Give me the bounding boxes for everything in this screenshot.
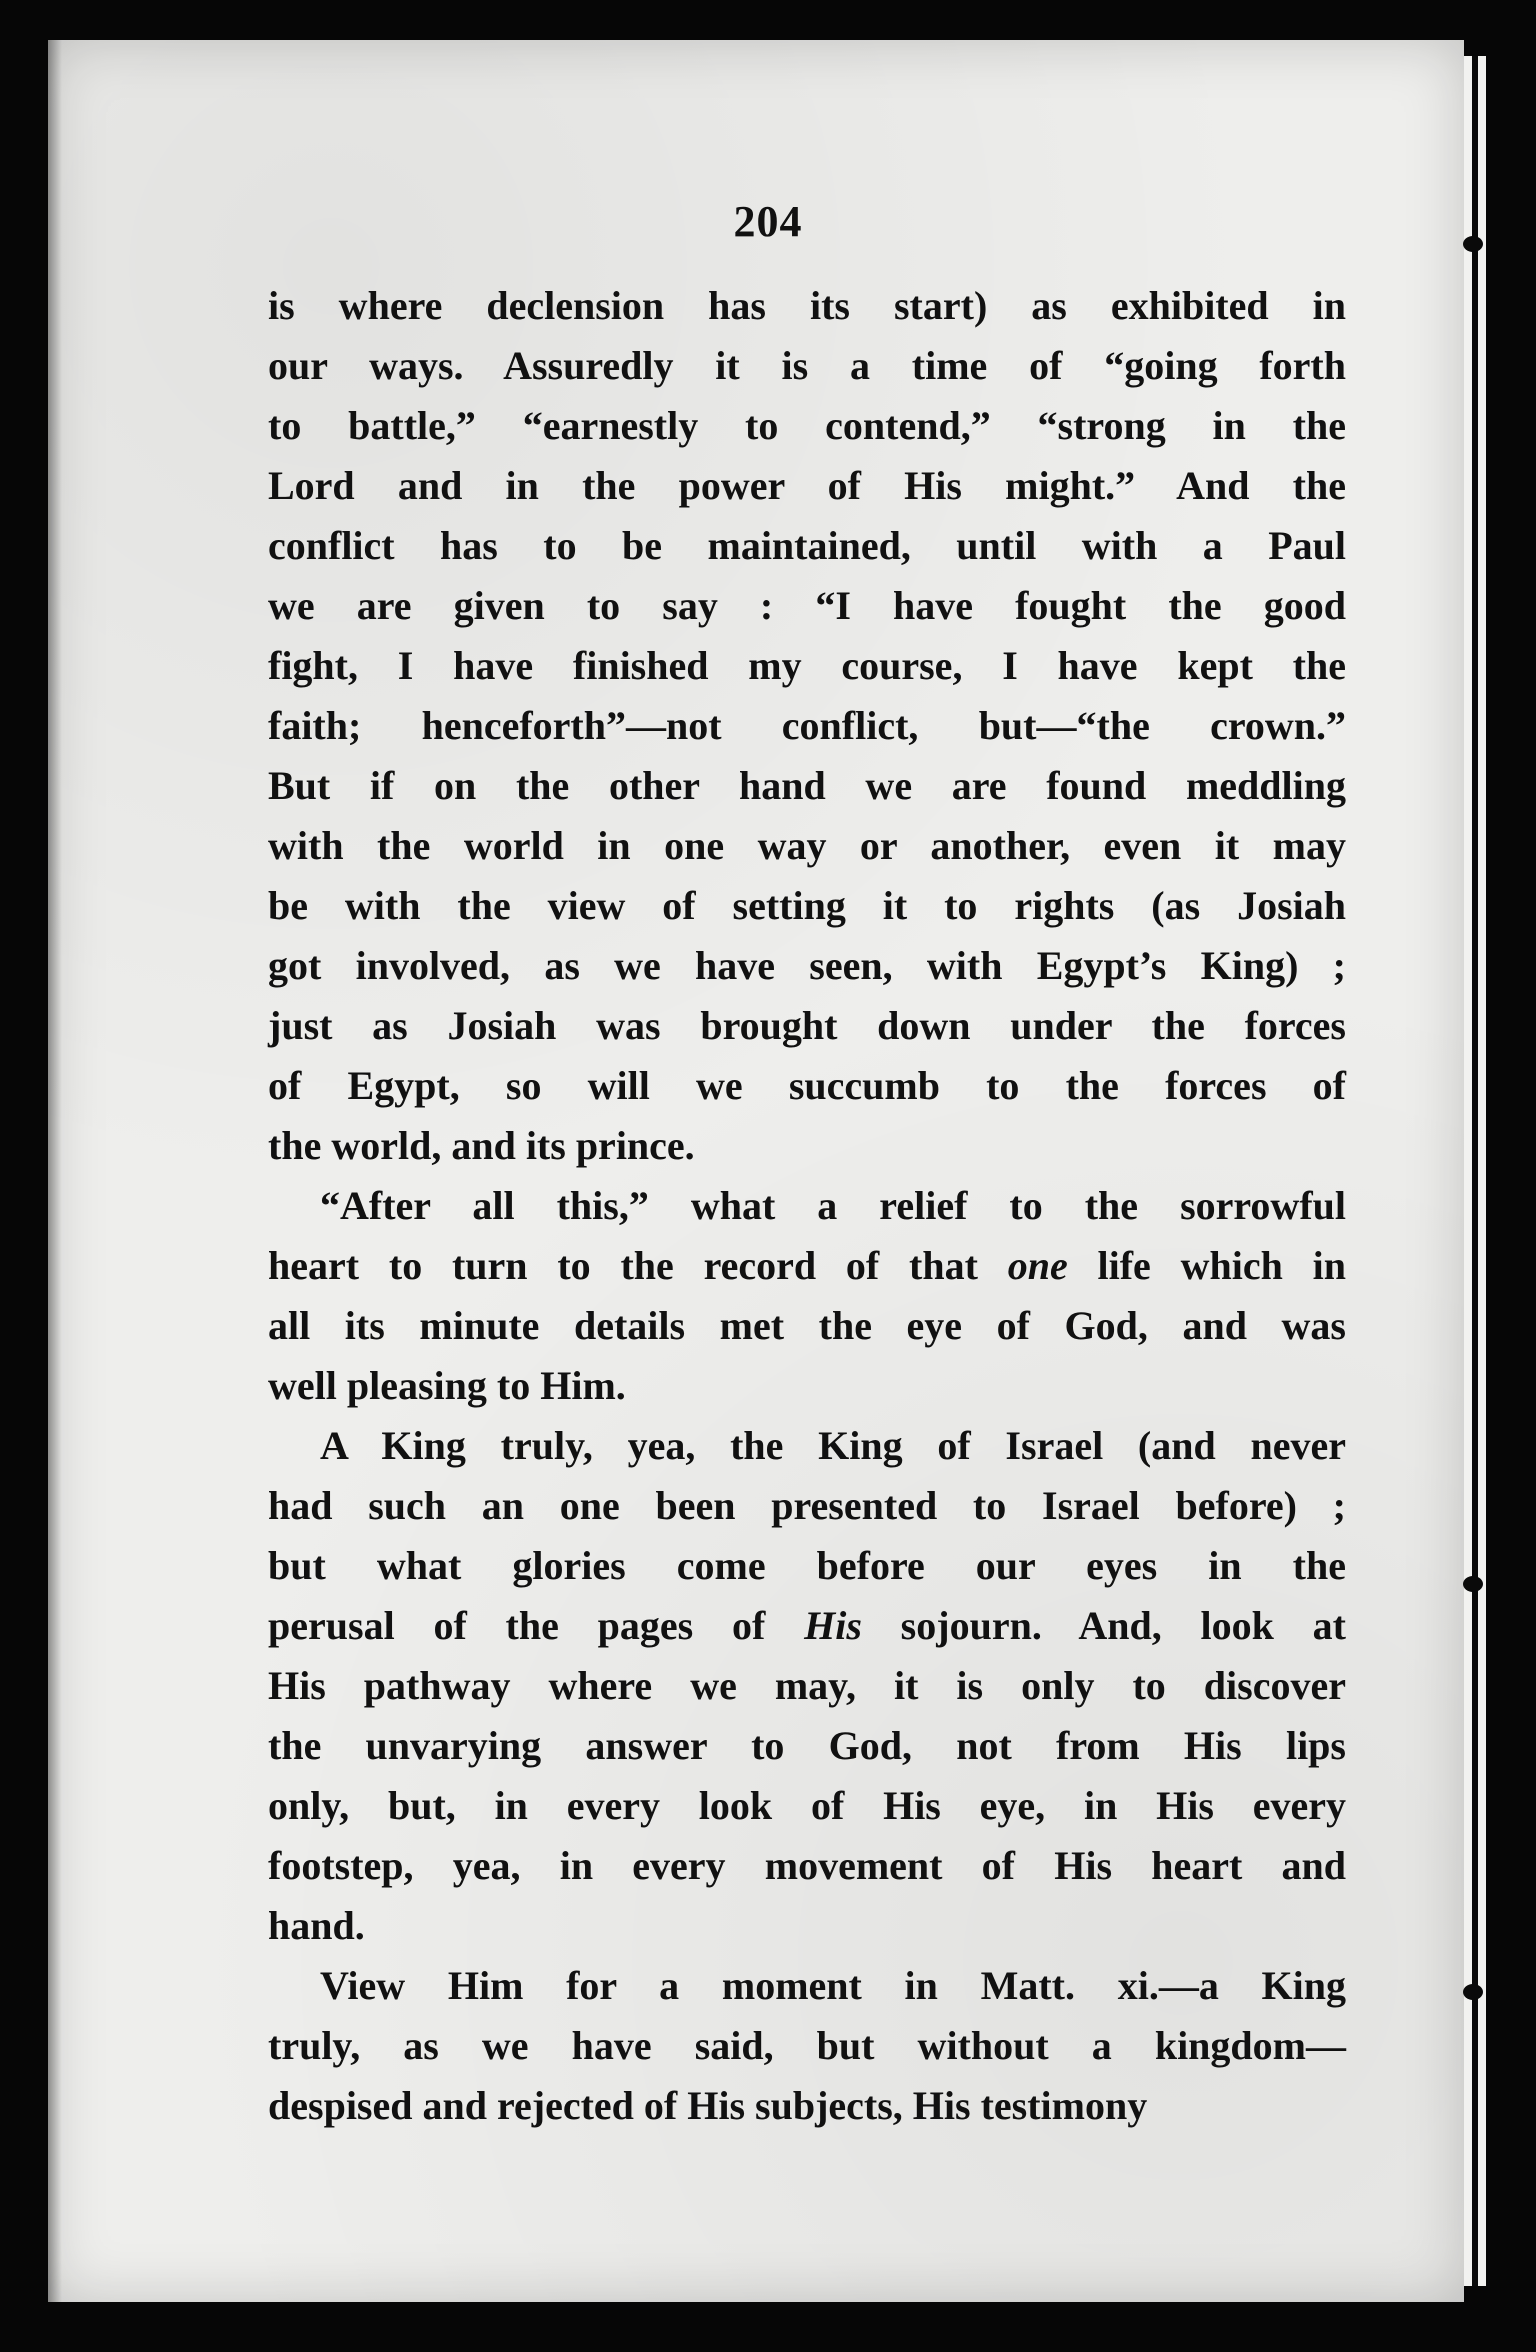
text-line: footstep, yea, in every movement of His heart and [268,1843,1346,1888]
text-line: Lord and in the power of His might.” And the [268,463,1346,508]
text-line: despised and rejected of His subjects, His testimony [268,2083,1148,2128]
text-line: only, but, in every look of His eye, in His every [268,1783,1346,1828]
text-line: is where declension has its start) as exhibited in [268,283,1346,328]
text-line: But if on the other hand we are found meddling [268,763,1346,808]
binding-mark [1463,236,1483,252]
paragraph [268,1176,1346,1416]
paragraph [268,1956,1346,2136]
text-line: hand. [268,1903,365,1948]
text-line: View Him for a moment in Matt. xi.—a King [320,1963,1346,2008]
text-line: perusal of the pages of His sojourn. And, look at [268,1603,1347,1648]
page-number: 204 [733,197,803,246]
text-line: be with the view of setting it to rights (as Josiah [268,883,1346,928]
binding-line [1472,56,1478,2286]
binding-mark [1463,1576,1483,1592]
text-line: fight, I have finished my course, I have kept the [268,643,1346,688]
text-line: A King truly, yea, the King of Israel (and never [320,1423,1346,1468]
text-line: conflict has to be maintained, until with a Paul [268,523,1346,568]
text-line: to battle,” “earnestly to contend,” “strong in the [268,403,1346,448]
text-line: the world, and its prince. [268,1123,695,1168]
body-text [268,276,1346,2136]
paragraph [268,276,1346,1176]
text-line: the unvarying answer to God, not from His lips [268,1723,1346,1768]
text-line: all its minute details met the eye of God, and was [268,1303,1346,1348]
binding-mark [1463,1984,1483,2000]
text-line: but what glories come before our eyes in the [268,1543,1346,1588]
text-line: of Egypt, so will we succumb to the forces of [268,1063,1346,1108]
text-line: “After all this,” what a relief to the sorrowful [320,1183,1346,1228]
text-line: heart to turn to the record of that one life which in [268,1243,1346,1288]
text-line: our ways. Assuredly it is a time of “going forth [268,343,1346,388]
text-line: well pleasing to Him. [268,1363,626,1408]
text-line: just as Josiah was brought down under the forces [268,1003,1346,1048]
text-line: faith; henceforth”—not conflict, but—“the crown.” [268,703,1346,748]
text-line: got involved, as we have seen, with Egypt’s King) ; [268,943,1346,988]
paragraph [268,1416,1346,1956]
text-line: His pathway where we may, it is only to discover [268,1663,1346,1708]
text-line: we are given to say : “I have fought the good [268,583,1346,628]
text-line: with the world in one way or another, even it may [268,823,1346,868]
text-line: truly, as we have said, but without a kingdom— [268,2023,1346,2068]
text-line: had such an one been presented to Israel before) ; [268,1483,1346,1528]
page-edge-shadow [48,40,62,2302]
